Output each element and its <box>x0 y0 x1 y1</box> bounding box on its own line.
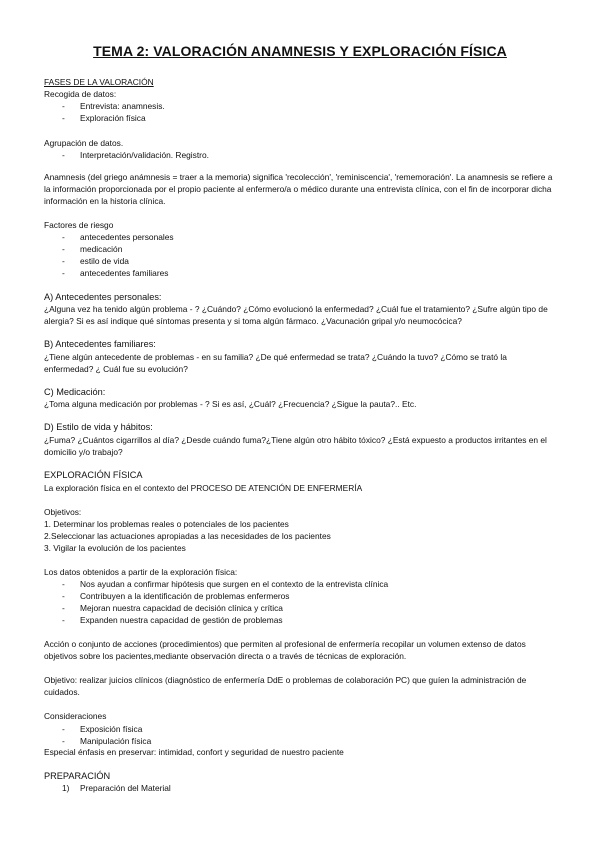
consideracion-item: Exposición física <box>80 724 143 734</box>
factor-item: antecedentes familiares <box>80 268 169 278</box>
preparacion-num: 1) <box>62 783 70 793</box>
preparacion-heading: PREPARACIÓN <box>44 771 111 781</box>
section-heading: C) Medicación: <box>44 387 106 397</box>
recogida-item: Entrevista: anamnesis. <box>80 101 165 111</box>
accion-paragraph: Acción o conjunto de acciones (procedimientos) que permiten al profesional de enfermería recopilar un volumen extenso de datos objetivos sobre los pacientes,mediante observación directa o a través de técnicas de exploración. <box>44 639 526 661</box>
section-heading: D) Estilo de vida y hábitos: <box>44 422 153 432</box>
factor-item: antecedentes personales <box>80 232 174 242</box>
exploracion-heading: EXPLORACIÓN FÍSICA <box>44 470 143 480</box>
bullet-dash: - <box>62 724 65 734</box>
objetivos-label: Objetivos: <box>44 507 82 517</box>
agrupacion-item: Interpretación/validación. Registro. <box>80 150 209 160</box>
bullet-dash: - <box>62 579 65 589</box>
bullet-dash: - <box>62 244 65 254</box>
fases-heading: FASES DE LA VALORACIÓN <box>44 77 154 87</box>
objetivo-item: 2.Seleccionar las actuaciones apropiadas a las necesidades de los pacientes <box>44 531 331 541</box>
section-text: ¿Fuma? ¿Cuántos cigarrillos al día? ¿Desde cuándo fuma?¿Tiene algún otro hábito tóxico? ¿Está expuesto a productos irritantes en el domicilio y/o trabajo? <box>44 435 547 457</box>
context-prefix: La exploración física en el contexto del <box>44 483 191 493</box>
enfasis-line: Especial énfasis en preservar: intimidad, confort y seguridad de nuestro paciente <box>44 747 344 757</box>
exploracion-context <box>44 483 556 495</box>
datos-item: Expanden nuestra capacidad de gestión de problemas <box>80 615 283 625</box>
bullet-dash: - <box>62 150 65 160</box>
section-text: ¿Toma alguna medicación por problemas - ? Si es así, ¿Cuál? ¿Frecuencia? ¿Sigue la pauta?.. Etc. <box>44 399 417 409</box>
context-caps: PROCESO DE ATENCIÓN DE ENFERMERÍA <box>190 483 363 493</box>
bullet-dash: - <box>62 113 65 123</box>
bullet-dash: - <box>62 603 65 613</box>
datos-item: Nos ayudan a confirmar hipótesis que surgen en el contexto de la entrevista clínica <box>80 579 389 589</box>
bullet-dash: - <box>62 591 65 601</box>
bullet-dash: - <box>62 256 65 266</box>
datos-item: Mejoran nuestra capacidad de decisión clínica y crítica <box>80 603 283 613</box>
recogida-item: Exploración física <box>80 113 146 123</box>
anamnesis-paragraph: Anamnesis (del griego anámnesis = traer a la memoria) significa 'recolección', 'reminiscencia', 'rememoración'. La anamnesis se refiere a la información proporcionada por el propio paciente al enfermero/a o médico durante una entrevista clínica, con el fin de incorporar dicha información en la historia clínica. <box>44 172 553 206</box>
factores-label: Factores de riesgo <box>44 220 114 230</box>
objetivo-item: 3. Vigilar la evolución de los pacientes <box>44 543 186 553</box>
datos-label: Los datos obtenidos a partir de la exploración física: <box>44 567 238 577</box>
factor-item: estilo de vida <box>80 256 129 266</box>
bullet-dash: - <box>62 268 65 278</box>
preparacion-item: Preparación del Material <box>80 783 171 793</box>
objetivo-paragraph: Objetivo: realizar juicios clínicos (diagnóstico de enfermería DdE o problemas de colaboración PC) que guíen la administración de cuidados. <box>44 675 527 697</box>
agrupacion-label: Agrupación de datos. <box>44 138 124 148</box>
bullet-dash: - <box>62 232 65 242</box>
bullet-dash: - <box>62 736 65 746</box>
bullet-dash: - <box>62 101 65 111</box>
section-text: ¿Tiene algún antecedente de problemas - en su familia? ¿De qué enfermedad se trata? ¿Cuándo la tuvo? ¿Cómo se trató la enfermedad? ¿ Cuál fue su evolución? <box>44 352 507 374</box>
section-heading: A) Antecedentes personales: <box>44 292 162 302</box>
bullet-dash: - <box>62 615 65 625</box>
datos-item: Contribuyen a la identificación de problemas enfermeros <box>80 591 290 601</box>
document-title: TEMA 2: VALORACIÓN ANAMNESIS Y EXPLORACIÓN FÍSICA <box>93 43 507 59</box>
section-text: ¿Alguna vez ha tenido algún problema - ? ¿Cuándo? ¿Cómo evolucionó la enfermedad? ¿Cuál fue el tratamiento? ¿Sufre algún tipo de alergia? Si es así indique qué síntomas presenta y si toma algún fármaco. ¿Vacunación gripal y/o neumocócica? <box>44 304 548 326</box>
factor-item: medicación <box>80 244 123 254</box>
consideraciones-label: Consideraciones <box>44 711 107 721</box>
section-heading: B) Antecedentes familiares: <box>44 339 156 349</box>
objetivo-item: 1. Determinar los problemas reales o potenciales de los pacientes <box>44 519 289 529</box>
consideracion-item: Manipulación física <box>80 736 152 746</box>
recogida-label: Recogida de datos: <box>44 89 117 99</box>
